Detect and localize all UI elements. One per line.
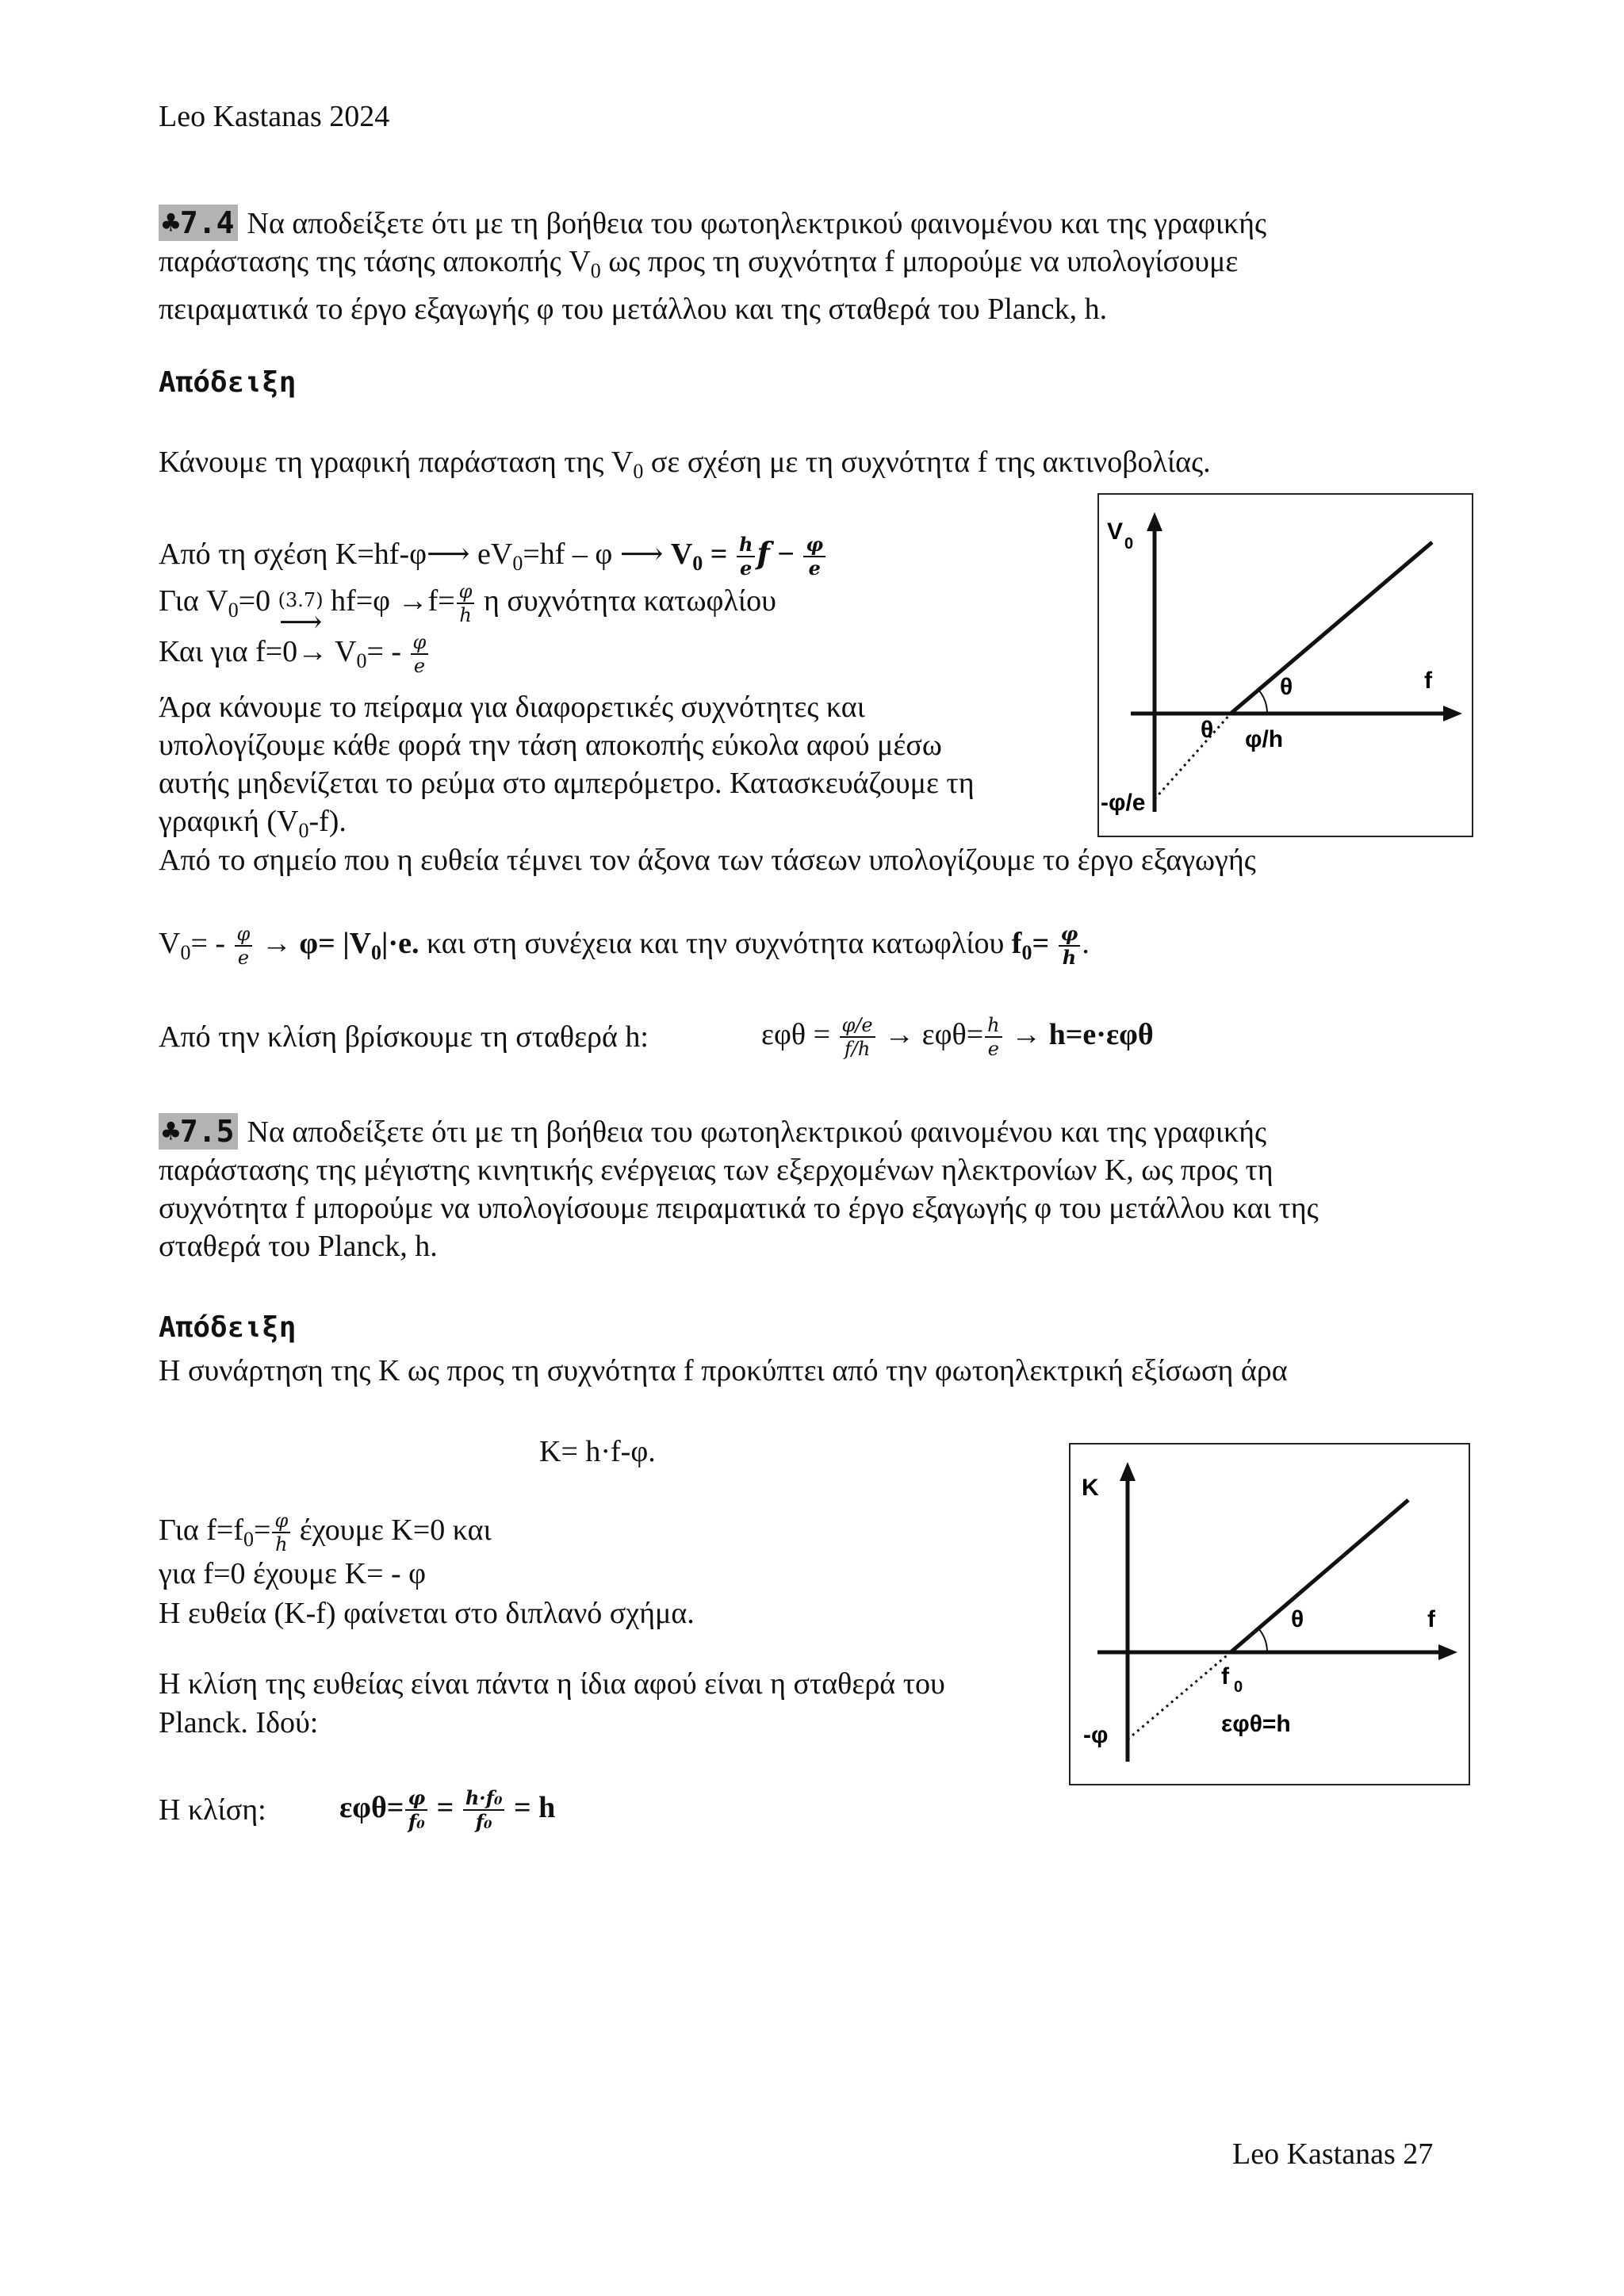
equation-3: για f=0 έχουμε K= - φ: [159, 1557, 427, 1590]
svg-text:0: 0: [1124, 535, 1134, 553]
problem-number-badge: ♣7.4: [159, 205, 238, 241]
y-intercept-label: -φ/e: [1101, 790, 1146, 816]
v0-f-graph: [1097, 493, 1473, 837]
x-axis-label: f: [1424, 668, 1432, 694]
y-axis-label: K: [1082, 1475, 1099, 1501]
page-footer: Leo Kastanas 27: [1232, 2137, 1434, 2171]
equation-5-slope: εφθ = $\frac{\varphi/e}{f/h}$ → εφθ= $\frac{h}{e}$ → h=e·εφθ: [761, 1014, 1154, 1061]
paragraph: Η κλίση της ευθείας είναι πάντα η ίδια αφού είναι η σταθερά του Planck. Ιδού:: [159, 1667, 945, 1739]
problem-7-5: ♣7.5 Να αποδείξετε ότι με τη βοήθεια του φωτοηλεκτρικού φαινομένου και της γραφικής παράστασης της μέγιστης κινητικής ενέργειας των εξερχομένων ηλεκτρονίων K, ως προς τη συχνότητα f μπορούμε να υπολογίσουμε πειραματικά το έργο εξαγωγής φ του μετάλλου και της σταθερά του Planck, h.: [159, 1114, 1319, 1263]
page-header: Leo Kastanas 2024: [159, 100, 390, 133]
paragraph: Η ευθεία (K-f) φαίνεται στο διπλανό σχήμα.: [159, 1597, 695, 1630]
proof-heading: Απόδειξη: [159, 1311, 297, 1344]
problem-7-4: ♣7.4 Να αποδείξετε ότι με τη βοήθεια του φωτοηλεκτρικού φαινομένου και της γραφικής παράστασης της τάσης αποκοπής $V_0$ ως προς τη συχνότητα f μπορούμε να υπολογίσουμε πειραματικά το έργο εξαγωγής φ του μετάλλου και της σταθερά του Planck, h.: [159, 205, 1267, 326]
angle-label: θ: [1291, 1606, 1304, 1632]
y-intercept-label: -φ: [1083, 1722, 1109, 1748]
angle-label: θ: [1201, 717, 1214, 743]
equation-2: Για $f=f_0=$ $\frac{\varphi}{h}$ έχουμε K=0 και: [159, 1510, 492, 1556]
equation-1: K= h·f-φ.: [539, 1435, 656, 1468]
equation-4: $V_0=$ - $\frac{\varphi}{e}$ → $\varphi= |V_0|\cdot e$. και στη συνέχεια και την συχνότητα κατωφλίου $f_0=$ $\frac{\varphi}{h}$ .: [159, 922, 1090, 970]
k-f-graph: [1069, 1443, 1470, 1785]
paragraph: Η συνάρτηση της K ως προς τη συχνότητα f προκύπτει από την φωτοηλεκτρική εξίσωση άρα: [159, 1354, 1288, 1387]
equation-5: Από την κλίση βρίσκουμε τη σταθερά h:: [159, 1020, 649, 1054]
angle-label: θ: [1280, 674, 1293, 700]
equation-3: Και για $f=0\to V_0=$ - $\frac{\varphi}{e}$: [159, 628, 430, 685]
equation-5: Η κλίση:: [159, 1793, 266, 1827]
x-intercept-label: f: [1221, 1663, 1229, 1689]
equation-1: Από τη σχέση K=hf-φ⟶ $eV_0=hf - \varphi$ ⟶ $V_0$ = $\frac{h}{e}$ f − $\frac{\varphi}{e}$: [159, 530, 827, 587]
paragraph: Από το σημείο που η ευθεία τέμνει τον άξονα των τάσεων υπολογίζουμε το έργο εξαγωγής: [159, 844, 1256, 877]
paragraph: Κάνουμε τη γραφική παράσταση της $V_0$ σε σχέση με τη συχνότητα f της ακτινοβολίας.: [159, 446, 1211, 483]
slope-label: εφθ=h: [1221, 1711, 1291, 1737]
y-axis-label: V: [1107, 519, 1124, 545]
problem-number-badge: ♣7.5: [159, 1113, 238, 1150]
equation-5-slope: εφθ= $\frac{\varphi}{\text{f₀}}$ = $\frac{\text{h·f₀}}{\text{f₀}}$ = h: [339, 1786, 556, 1834]
svg-text:0: 0: [1234, 1678, 1243, 1696]
proof-heading: Απόδειξη: [159, 366, 297, 399]
x-intercept-label: φ/h: [1245, 726, 1284, 752]
paragraph: Άρα κάνουμε το πείραμα για διαφορετικές συχνότητες και υπολογίζουμε κάθε φορά την τάση αποκοπής εύκολα αφού μέσω αυτής μηδενίζεται το ρεύμα στο αμπερόμετρο. Κατασκευάζουμε τη γραφική $(V_0-f)$.: [159, 691, 975, 842]
x-axis-label: f: [1427, 1606, 1435, 1632]
equation-2: Για $V_0=0$ (3.7) ⟶ hf=φ →f= $\frac{\varphi}{h}$ η συχνότητα κατωφλίου: [159, 580, 776, 639]
